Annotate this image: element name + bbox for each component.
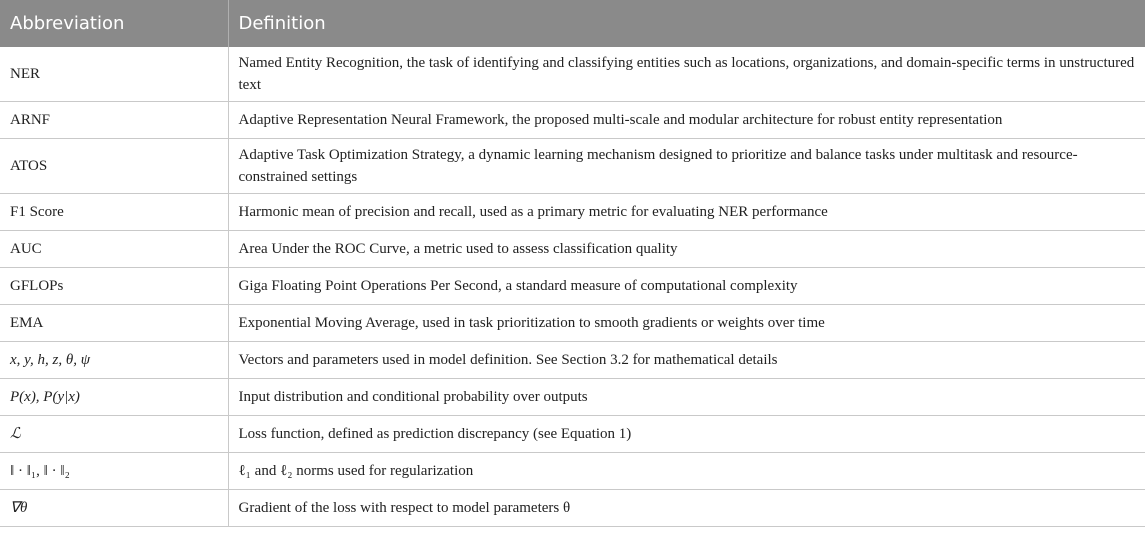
table-row [0, 453, 1145, 490]
abbreviation-cell: EMA [0, 305, 228, 342]
header-row [0, 0, 1145, 47]
definition-cell: Vectors and parameters used in model definition. See Section 3.2 for mathematical details [228, 342, 1145, 379]
header-abbreviation: Abbreviation [0, 0, 228, 47]
abbreviation-cell: GFLOPs [0, 268, 228, 305]
abbreviation-cell: ℒ [0, 416, 228, 453]
table-row [0, 47, 1145, 102]
definition-cell: Gradient of the loss with respect to model parameters θ [228, 490, 1145, 527]
abbreviation-cell: F1 Score [0, 194, 228, 231]
definition-cell: Exponential Moving Average, used in task prioritization to smooth gradients or weights over time [228, 305, 1145, 342]
abbreviation-cell: P(x), P(y|x) [0, 379, 228, 416]
definition-cell: Loss function, defined as prediction discrepancy (see Equation 1) [228, 416, 1145, 453]
definition-cell: Adaptive Task Optimization Strategy, a dynamic learning mechanism designed to prioritize and balance tasks under multitask and resource-constrained settings [228, 139, 1145, 194]
table-row [0, 268, 1145, 305]
definition-cell: Adaptive Representation Neural Framework, the proposed multi-scale and modular architecture for robust entity representation [228, 102, 1145, 139]
table-row [0, 194, 1145, 231]
definition-cell: Input distribution and conditional probability over outputs [228, 379, 1145, 416]
abbreviation-cell: ATOS [0, 139, 228, 194]
table-row [0, 231, 1145, 268]
abbreviation-cell: ∇θ [0, 490, 228, 527]
table-row [0, 379, 1145, 416]
table-row [0, 102, 1145, 139]
definition-cell: Named Entity Recognition, the task of identifying and classifying entities such as locations, organizations, and domain-specific terms in unstructured text [228, 47, 1145, 102]
table-row [0, 416, 1145, 453]
abbreviation-cell: ARNF [0, 102, 228, 139]
table-row [0, 139, 1145, 194]
definition-cell: Harmonic mean of precision and recall, used as a primary metric for evaluating NER performance [228, 194, 1145, 231]
header-definition: Definition [228, 0, 1145, 47]
table-row [0, 342, 1145, 379]
definition-cell: Giga Floating Point Operations Per Second, a standard measure of computational complexity [228, 268, 1145, 305]
abbreviation-cell: ‖ · ‖₁, ‖ · ‖₂ [0, 453, 228, 490]
definition-cell: ℓ₁ and ℓ₂ norms used for regularization [228, 453, 1145, 490]
abbreviation-cell: x, y, h, z, θ, ψ [0, 342, 228, 379]
abbreviation-cell: NER [0, 47, 228, 102]
abbreviation-cell: AUC [0, 231, 228, 268]
table-row [0, 305, 1145, 342]
definition-cell: Area Under the ROC Curve, a metric used to assess classification quality [228, 231, 1145, 268]
table-row [0, 490, 1145, 527]
